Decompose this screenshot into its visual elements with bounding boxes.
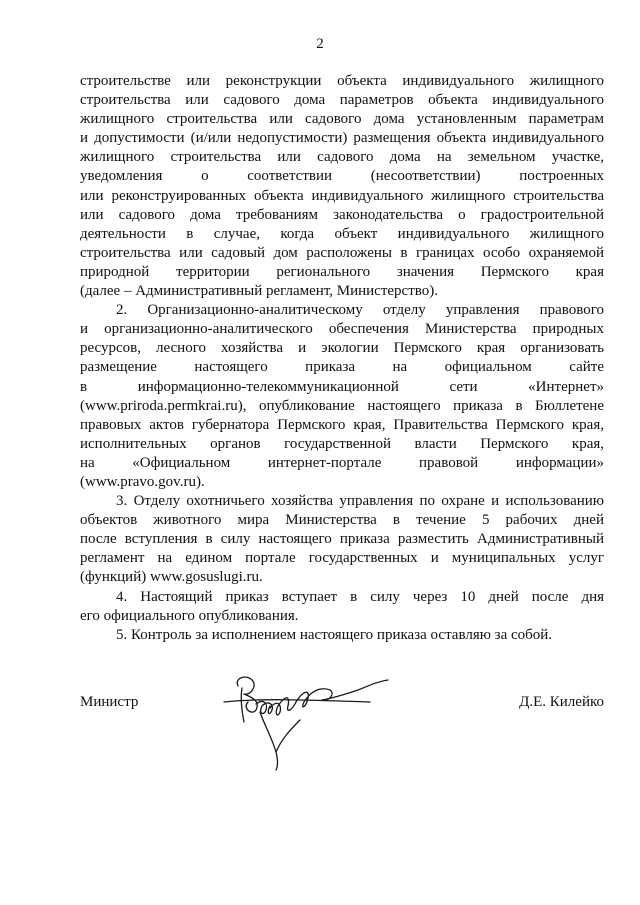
text-line: исполнительных органов государственной власти Пермского края, (80, 435, 604, 452)
text-line: его официального опубликования. (80, 607, 299, 624)
handwritten-signature (220, 668, 420, 773)
text-line: строительстве или реконструкции объекта индивидуального жилищного (80, 73, 604, 89)
text-line: уведомления о соответствии (несоответствии) построенных (80, 168, 604, 185)
text-line: или садового дома требованиям законодательства о градостроительной (80, 206, 604, 223)
order-body-text (80, 72, 604, 645)
text-line: природной территории регионального значения Пермского края (80, 263, 604, 280)
text-line: 4. Настоящий приказ вступает в силу через 10 дней после дня (116, 588, 604, 605)
text-line: 5. Контроль за исполнением настоящего приказа оставляю за собой. (116, 626, 553, 643)
signature-block (80, 668, 604, 778)
page-number: 2 (316, 36, 324, 52)
text-line: строительства или садовый дом расположены в границах особо охраняемой (80, 244, 604, 261)
text-line: строительства или садового дома параметров объекта индивидуального (80, 92, 604, 109)
text-line: регламент на едином портале государственных и муниципальных услуг (80, 550, 604, 567)
text-line: на «Официальном интернет-портале правовой информации» (80, 454, 604, 471)
text-line: и организационно-аналитического обеспечения Министерства природных (80, 321, 604, 338)
text-line: размещение настоящего приказа на официальном сайте (80, 359, 604, 376)
text-line: деятельности в случае, когда объект индивидуального жилищного (80, 225, 604, 242)
signatory-title: Министр (80, 694, 139, 710)
text-line: (www.pravo.gov.ru). (80, 473, 205, 490)
text-line: в информационно-телекоммуникационной сети «Интернет» (80, 378, 604, 395)
signatory-name: Д.Е. Килейко (519, 694, 604, 710)
text-line: жилищного строительства или садового дома на земельном участке, (80, 149, 604, 166)
text-line: (функций) www.gosuslugi.ru. (80, 569, 263, 586)
text-line: 2. Организационно-аналитическому отделу управления правового (116, 302, 604, 319)
text-line: ресурсов, лесного хозяйства и экологии Пермского края организовать (80, 340, 604, 357)
text-line: и допустимости (и/или недопустимости) размещения объекта индивидуального (80, 130, 604, 147)
text-line: (далее – Административный регламент, Министерство). (80, 283, 438, 300)
text-line: после вступления в силу настоящего приказа разместить Административный (80, 531, 604, 548)
text-line: 3. Отделу охотничьего хозяйства управления по охране и использованию (116, 493, 604, 510)
text-line: правовых актов губернатора Пермского края, Правительства Пермского края, (80, 416, 604, 433)
text-line: или реконструированных объекта индивидуального жилищного строительства (80, 187, 604, 204)
text-line: (www.priroda.permkrai.ru), опубликование настоящего приказа в Бюллетене (80, 397, 604, 414)
text-line: жилищного строительства или садового дома установленным параметрам (80, 111, 604, 128)
text-line: объектов животного мира Министерства в течение 5 рабочих дней (80, 512, 604, 529)
